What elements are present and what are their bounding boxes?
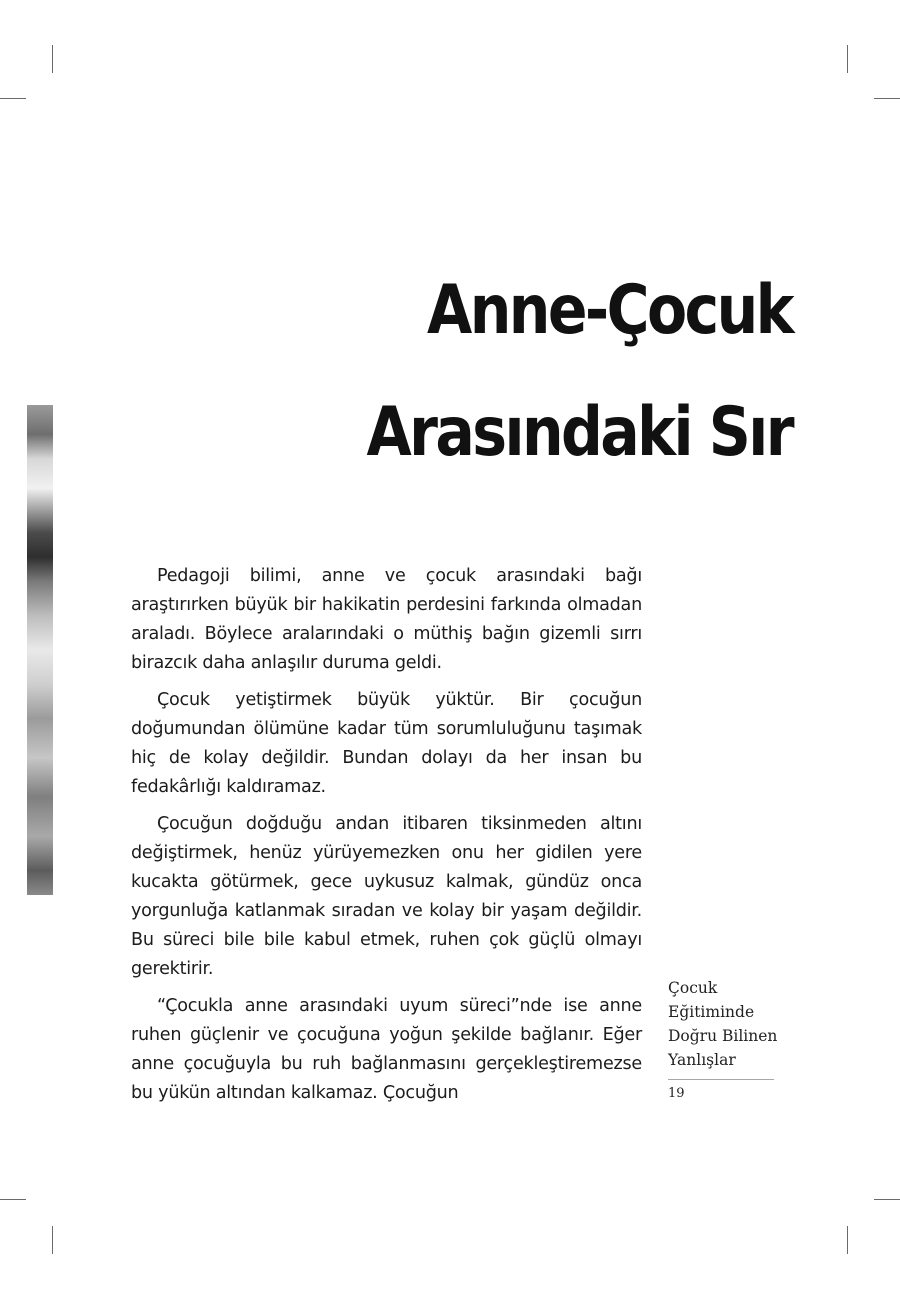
book-title-line-4: Yanlışlar xyxy=(668,1051,736,1069)
book-title-side-label xyxy=(668,976,788,1072)
crop-mark-bottom-right-vertical xyxy=(847,1226,848,1254)
crop-mark-top-left-horizontal xyxy=(0,98,26,99)
book-title-line-2: Eğitiminde xyxy=(668,1003,755,1021)
crop-mark-top-left-vertical xyxy=(52,45,53,73)
paragraph: “Çocukla anne arasındaki uyum süreci”nde ise anne ruhen güçlenir ve çocuğuna yoğun şekilde bağlanır. Eğer anne çocuğuyla bu ruh bağlanmasını gerçekleştiremezse bu yükün altından kalkamaz. Çocuğun xyxy=(131,996,642,1103)
paragraph: Çocuğun doğduğu andan itibaren tiksinmeden altını değiştirmek, henüz yürüyemezken onu her gidilen yere kucakta götürmek, gece uykusuz kalmak, gündüz onca yorgunluğa katlanmak sıradan ve kolay bir yaşam değildir. Bu süreci bile bile kabul etmek, ruhen çok güçlü olmayı gerektirir. xyxy=(131,814,642,979)
crop-mark-bottom-left-vertical xyxy=(52,1226,53,1254)
crop-mark-top-right-vertical xyxy=(847,45,848,73)
crop-mark-bottom-left-horizontal xyxy=(0,1199,26,1200)
chapter-title xyxy=(310,250,792,494)
chapter-title-line-1: Anne-Çocuk xyxy=(427,271,792,350)
crop-mark-bottom-right-horizontal xyxy=(874,1199,900,1200)
paragraph: Çocuk yetiştirmek büyük yüktür. Bir çocuğun doğumundan ölümüne kadar tüm sorumluluğunu taşımak hiç de kolay değildir. Bundan dolayı da her insan bu fedakârlığı kaldıramaz. xyxy=(131,690,642,797)
side-photo-strip xyxy=(27,405,53,895)
book-title-line-3: Doğru Bilinen xyxy=(668,1027,778,1045)
side-label-divider xyxy=(668,1079,774,1080)
page-number: 19 xyxy=(668,1086,685,1101)
book-title-line-1: Çocuk xyxy=(668,979,718,997)
chapter-title-line-2: Arasındaki Sır xyxy=(366,393,792,472)
paragraph: Pedagoji bilimi, anne ve çocuk arasındaki bağı araştırırken büyük bir hakikatin perdesini farkında olmadan araladı. Böylece aralarındaki o müthiş bağın gizemli sırrı birazcık daha anlaşılır duruma geldi. xyxy=(131,566,642,673)
crop-mark-top-right-horizontal xyxy=(874,98,900,99)
body-text xyxy=(131,562,642,1116)
